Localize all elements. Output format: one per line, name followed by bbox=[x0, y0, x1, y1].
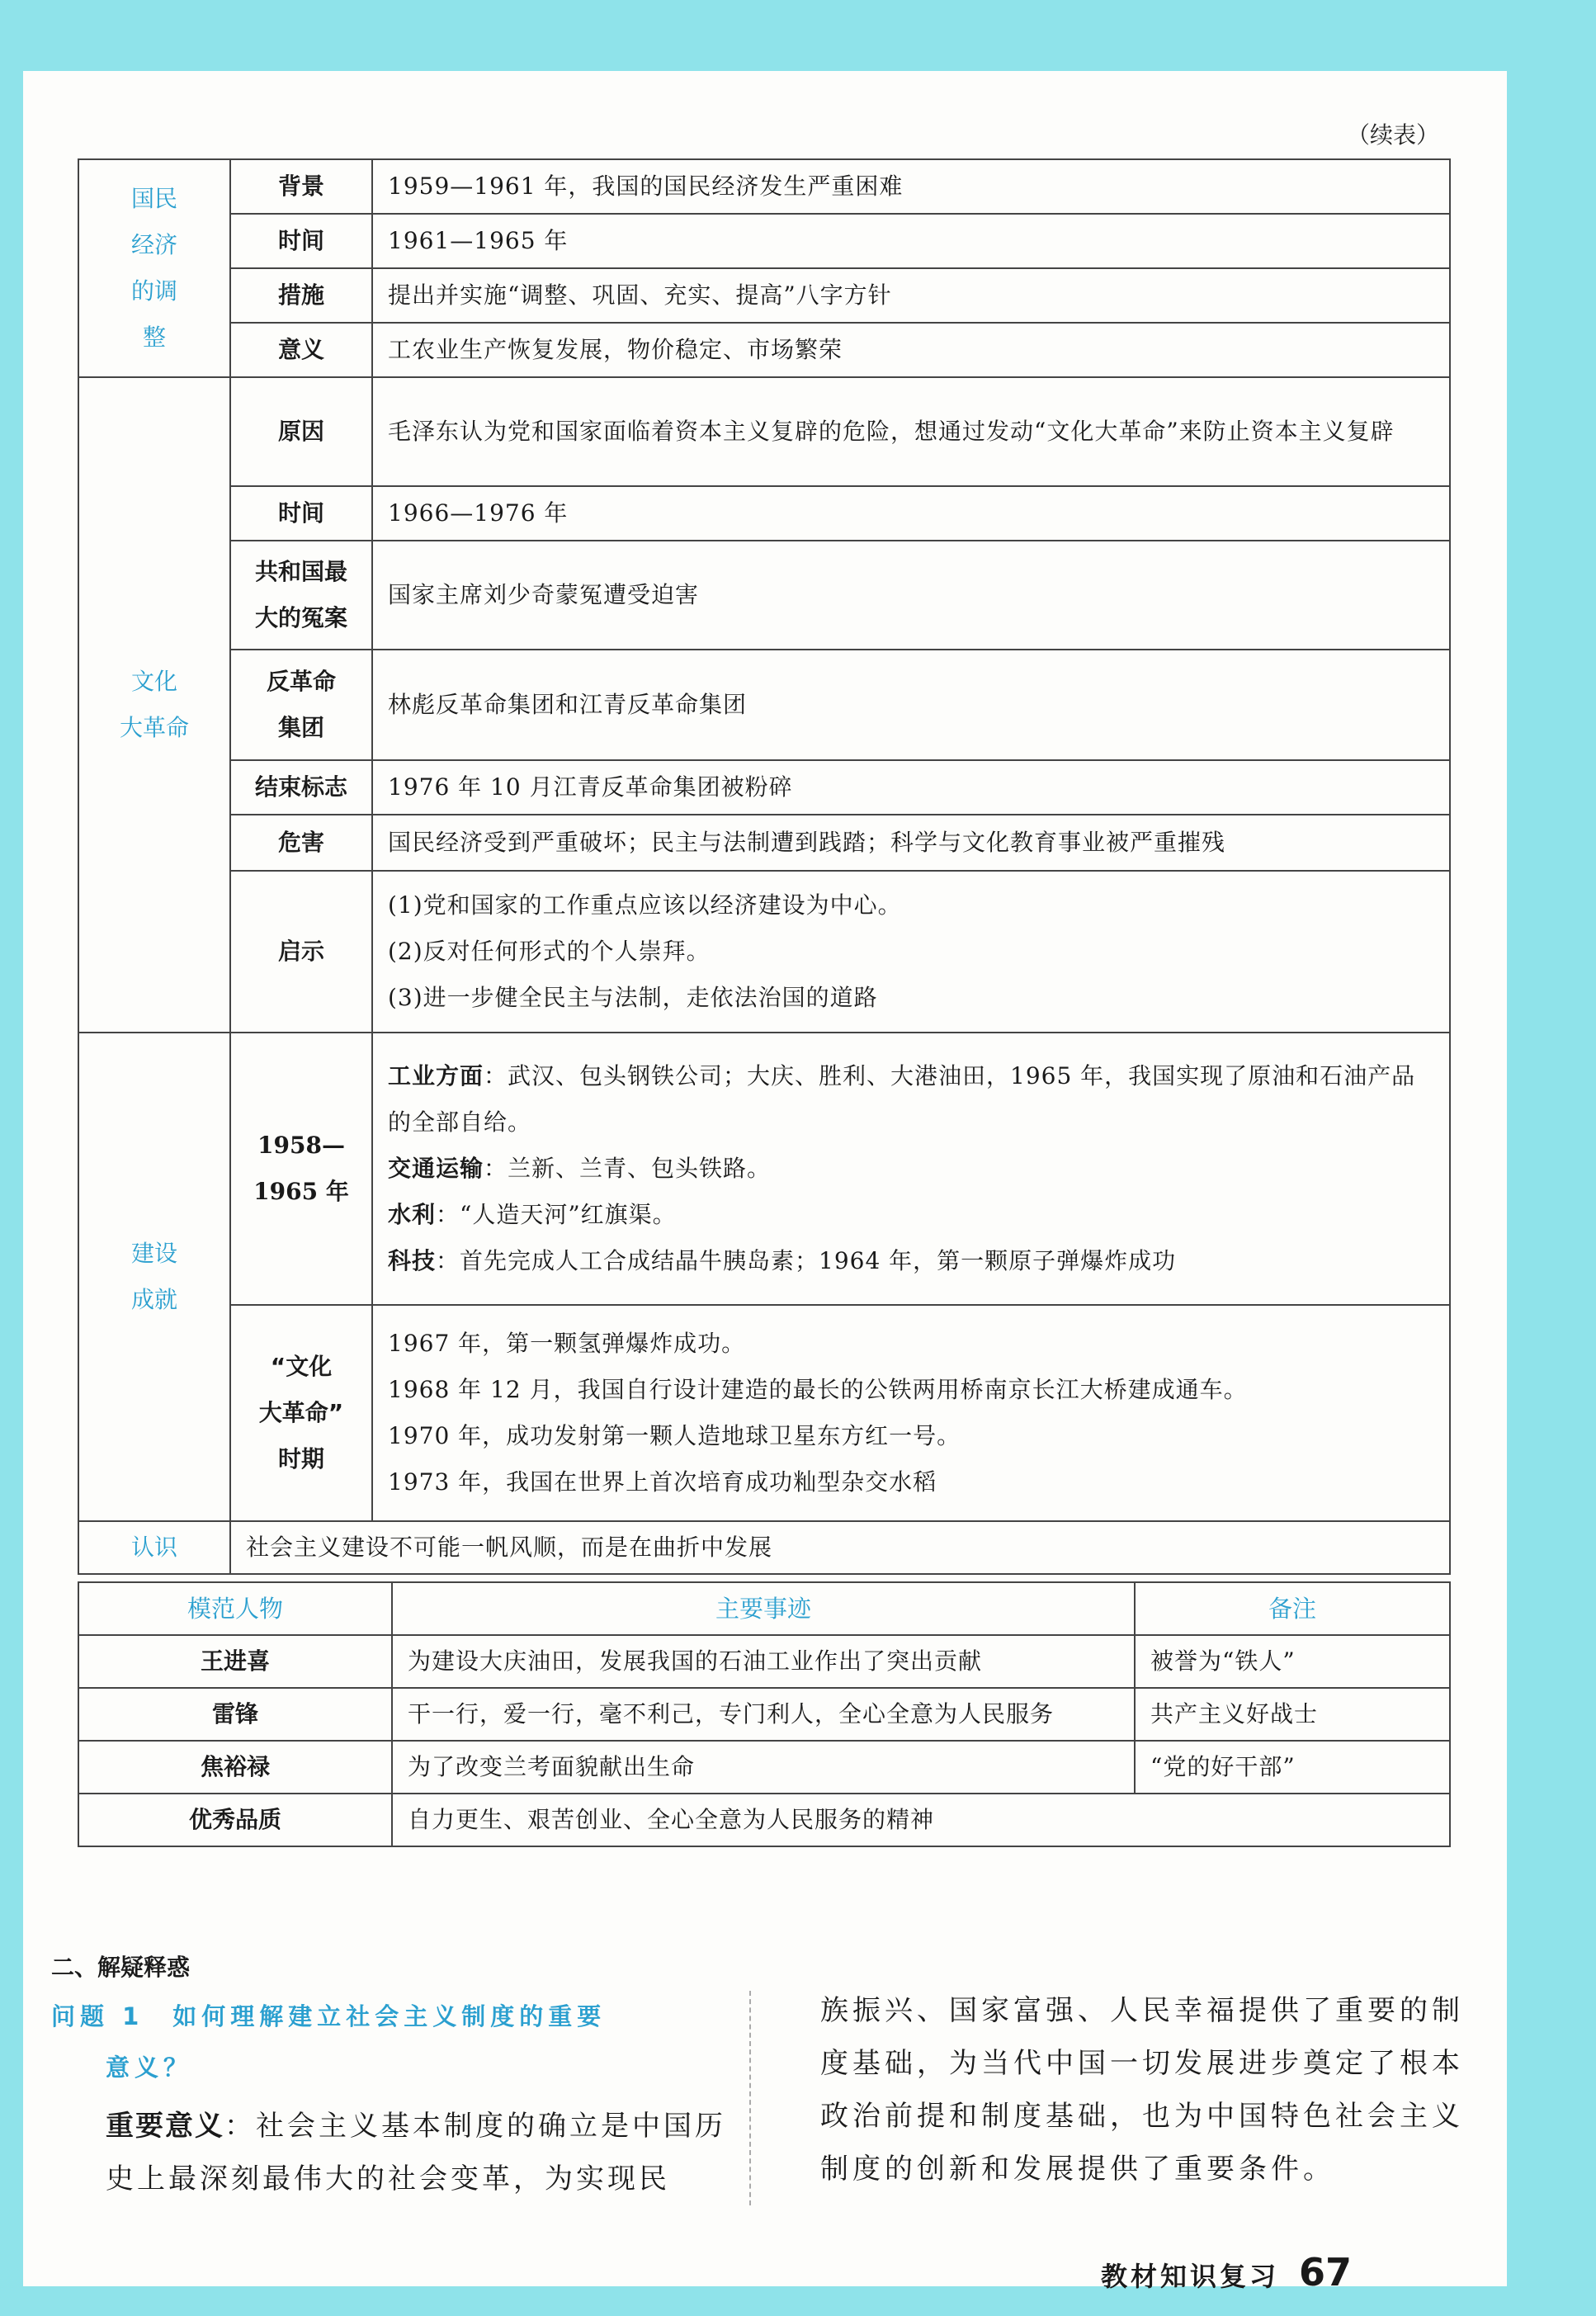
row-label: 意义 bbox=[230, 323, 372, 377]
table-row bbox=[78, 1688, 1450, 1741]
header-cell: 主要事迹 bbox=[392, 1582, 1135, 1635]
answer-key: 重要意义 bbox=[106, 2110, 224, 2143]
model-figures-table bbox=[78, 1581, 1451, 1847]
table-row bbox=[78, 159, 1450, 214]
row-content: 提出并实施“调整、巩固、充实、提高”八字方针 bbox=[372, 268, 1450, 323]
model-note: “党的好干部” bbox=[1135, 1741, 1450, 1794]
model-note: 被誉为“铁人” bbox=[1135, 1635, 1450, 1688]
model-name: 焦裕禄 bbox=[78, 1741, 392, 1794]
row-content: 国民经济受到严重破坏；民主与法制遭到践踏；科学与文化教育事业被严重摧残 bbox=[372, 815, 1450, 871]
row-label: 背景 bbox=[230, 159, 372, 214]
quality-text: 自力更生、艰苦创业、全心全意为人民服务的精神 bbox=[392, 1794, 1450, 1846]
table-row bbox=[78, 486, 1450, 541]
table-row bbox=[78, 1635, 1450, 1688]
table-row bbox=[78, 650, 1450, 760]
row-content: 1961—1965 年 bbox=[372, 214, 1450, 268]
model-deed: 干一行，爱一行，毫不利己，专门利人，全心全意为人民服务 bbox=[392, 1688, 1135, 1741]
row-label: 措施 bbox=[230, 268, 372, 323]
keyword: 交通运输 bbox=[388, 1155, 484, 1182]
row-label: 反革命 集团 bbox=[230, 650, 372, 760]
category-construction: 建设 成就 bbox=[78, 1033, 230, 1521]
table-row bbox=[78, 760, 1450, 815]
row-content: 社会主义建设不可能一帆风顺，而是在曲折中发展 bbox=[230, 1521, 1450, 1574]
model-name: 雷锋 bbox=[78, 1688, 392, 1741]
model-note: 共产主义好战士 bbox=[1135, 1688, 1450, 1741]
history-table bbox=[78, 158, 1451, 1575]
table-row bbox=[78, 377, 1450, 486]
keyword: 水利 bbox=[388, 1201, 437, 1228]
period-content: 1967 年，第一颗氢弹爆炸成功。 1968 年 12 月，我国自行设计建造的最长的公铁两用桥南京长江大桥建成通车。 1970 年，成功发射第一颗人造地球卫星东方红一号。 1973 年，我国在世界上首次培育成功籼型杂交水稻 bbox=[372, 1305, 1450, 1521]
header-cell: 备注 bbox=[1135, 1582, 1450, 1635]
answer-text: 重要意义：社会主义基本制度的确立是中国历史上最深刻最伟大的社会变革，为实现民 bbox=[106, 2110, 726, 2195]
table-row bbox=[78, 1033, 1450, 1305]
question-text: 意义？ bbox=[106, 2054, 193, 2082]
row-label: 时间 bbox=[230, 214, 372, 268]
table-row bbox=[78, 323, 1450, 377]
row-label: 启示 bbox=[230, 871, 372, 1033]
quality-label: 优秀品质 bbox=[78, 1794, 392, 1846]
table-row bbox=[78, 1794, 1450, 1846]
row-content: 1966—1976 年 bbox=[372, 486, 1450, 541]
row-content: 工农业生产恢复发展，物价稳定、市场繁荣 bbox=[372, 323, 1450, 377]
table-row bbox=[78, 1305, 1450, 1521]
row-content: (1)党和国家的工作重点应该以经济建设为中心。 (2)反对任何形式的个人崇拜。 (3)进一步健全民主与法制，走依法治国的道路 bbox=[372, 871, 1450, 1033]
answer-continued: 族振兴、国家富强、人民幸福提供了重要的制度基础，为当代中国一切发展进步奠定了根本政治前提和制度基础，也为中国特色社会主义制度的创新和发展提供了重要条件。 bbox=[820, 1994, 1464, 2186]
keyword: 工业方面 bbox=[388, 1062, 484, 1089]
period-label: “文化 大革命” 时期 bbox=[230, 1305, 372, 1521]
row-content: 1959—1961 年，我国的国民经济发生严重困难 bbox=[372, 159, 1450, 214]
period-content: 工业方面：武汉、包头钢铁公司；大庆、胜利、大港油田，1965 年，我国实现了原油和石油产品的全部自给。 交通运输：兰新、兰青、包头铁路。 水利：“人造天河”红旗渠。 科技：首先完成人工合成结晶牛胰岛素；1964 年，第一颗原子弹爆炸成功 bbox=[372, 1033, 1450, 1305]
page-number: 67 bbox=[1299, 2250, 1353, 2295]
keyword: 科技 bbox=[388, 1247, 437, 1274]
table-row bbox=[78, 541, 1450, 650]
section-title: 二、解疑释惑 bbox=[51, 1954, 191, 1981]
row-content: 1976 年 10 月江青反革命集团被粉碎 bbox=[372, 760, 1450, 815]
category-understanding: 认识 bbox=[78, 1521, 230, 1574]
table-row bbox=[78, 1741, 1450, 1794]
page-footer bbox=[1101, 2250, 1352, 2295]
textbook-page bbox=[23, 71, 1507, 2295]
row-label: 原因 bbox=[230, 377, 372, 486]
row-label: 共和国最 大的冤案 bbox=[230, 541, 372, 650]
row-label: 时间 bbox=[230, 486, 372, 541]
category-economy: 国民 经济 的调 整 bbox=[78, 159, 230, 377]
row-label: 结束标志 bbox=[230, 760, 372, 815]
row-content: 毛泽东认为党和国家面临着资本主义复辟的危险，想通过发动“文化大革命”来防止资本主义复辟 bbox=[372, 377, 1450, 486]
table-row bbox=[78, 214, 1450, 268]
table-header-row bbox=[78, 1582, 1450, 1635]
row-label: 危害 bbox=[230, 815, 372, 871]
row-content: 国家主席刘少奇蒙冤遭受迫害 bbox=[372, 541, 1450, 650]
period-label: 1958— 1965 年 bbox=[230, 1033, 372, 1305]
model-deed: 为建设大庆油田，发展我国的石油工业作出了突出贡献 bbox=[392, 1635, 1135, 1688]
table-row bbox=[78, 1521, 1450, 1574]
question-column bbox=[51, 1991, 744, 2205]
table-row bbox=[78, 815, 1450, 871]
category-cultural-revolution: 文化 大革命 bbox=[78, 377, 230, 1033]
row-content: 林彪反革命集团和江青反革命集团 bbox=[372, 650, 1450, 760]
model-name: 王进喜 bbox=[78, 1635, 392, 1688]
question-text: 问题 1 如何理解建立社会主义制度的重要 bbox=[51, 2002, 607, 2030]
header-cell: 模范人物 bbox=[78, 1582, 392, 1635]
table-row bbox=[78, 871, 1450, 1033]
column-divider bbox=[749, 1991, 751, 2205]
model-deed: 为了改变兰考面貌献出生命 bbox=[392, 1741, 1135, 1794]
table-row bbox=[78, 268, 1450, 323]
continued-label: （续表） bbox=[1346, 121, 1439, 149]
footer-title: 教材知识复习 bbox=[1101, 2261, 1280, 2292]
